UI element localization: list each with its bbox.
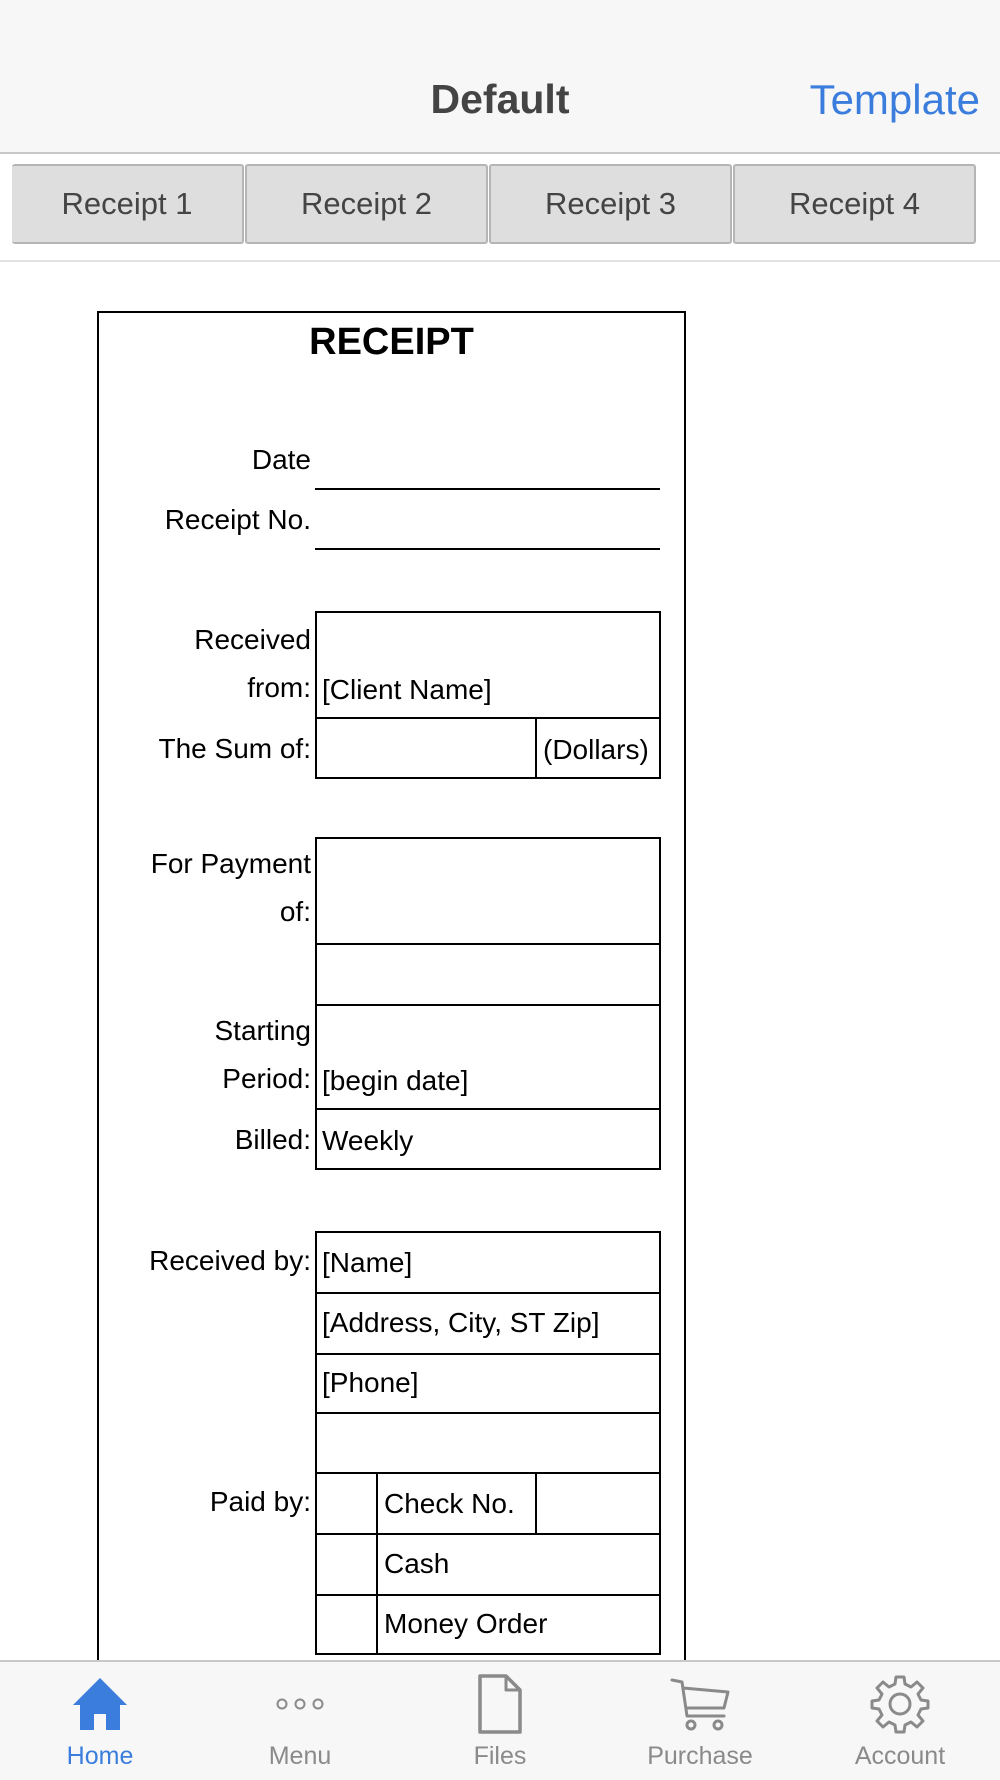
row-divider — [317, 1004, 659, 1006]
gear-icon — [870, 1674, 930, 1734]
column-divider — [535, 717, 537, 777]
template-button[interactable]: Template — [809, 76, 980, 123]
payment-box — [315, 837, 661, 1170]
begin-date: [begin date] — [322, 1065, 469, 1096]
phone-value: [Phone] — [322, 1367, 419, 1398]
nav-title: Default — [430, 76, 570, 122]
receipt-tabs — [0, 154, 1000, 262]
row-divider — [317, 717, 659, 719]
tab-receipt-1[interactable]: Receipt 1 — [12, 164, 244, 244]
receipt-title: RECEIPT — [309, 321, 474, 363]
received-from-box — [315, 611, 661, 779]
received-by-box — [315, 1231, 661, 1414]
address-value: [Address, City, ST Zip] — [322, 1307, 600, 1338]
received-by-label: Received by: — [149, 1245, 311, 1276]
row-divider — [317, 1533, 659, 1535]
tab-menu[interactable] — [200, 1662, 400, 1780]
client-name: [Client Name] — [322, 674, 492, 705]
cart-icon — [670, 1674, 730, 1734]
tab-purchase[interactable] — [600, 1662, 800, 1780]
bottom-tab-bar — [0, 1660, 1000, 1780]
more-dots-icon — [270, 1674, 330, 1734]
row-divider — [317, 1108, 659, 1110]
sum-label: The Sum of: — [158, 733, 311, 764]
tab-files-label: Files — [473, 1742, 527, 1770]
period-label: Period: — [222, 1063, 311, 1094]
spacer-right-border — [659, 1412, 661, 1474]
received-from-label-2: from: — [247, 672, 311, 703]
row-divider — [317, 943, 659, 945]
check-no-divider — [535, 1474, 537, 1533]
tab-account-label: Account — [854, 1742, 946, 1770]
tab-account[interactable] — [800, 1662, 1000, 1780]
tab-receipt-4[interactable]: Receipt 4 — [733, 164, 976, 244]
dollars-label: (Dollars) — [543, 734, 649, 765]
billed-value: Weekly — [322, 1125, 414, 1156]
row-divider — [317, 1594, 659, 1596]
receipt-no-line — [315, 548, 660, 550]
tab-home[interactable] — [0, 1662, 200, 1780]
money-order-label: Money Order — [384, 1608, 548, 1639]
navigation-bar — [0, 0, 1000, 154]
receipt-document — [97, 311, 686, 1711]
tab-purchase-label: Purchase — [647, 1742, 753, 1770]
payment-label-2: of: — [279, 896, 311, 927]
row-divider — [317, 1292, 659, 1294]
row-divider — [317, 1353, 659, 1355]
date-label: Date — [251, 444, 311, 475]
received-from-label: Received — [194, 624, 311, 655]
check-no-label: Check No. — [384, 1488, 515, 1519]
date-line — [315, 488, 660, 490]
file-icon — [470, 1674, 530, 1734]
tab-receipt-3[interactable]: Receipt 3 — [489, 164, 732, 244]
checkbox-column-divider — [376, 1474, 378, 1653]
paid-by-box — [315, 1472, 661, 1655]
starting-label: Starting — [214, 1015, 311, 1046]
tab-receipt-2[interactable]: Receipt 2 — [245, 164, 488, 244]
home-icon — [70, 1674, 130, 1734]
paid-by-label: Paid by: — [209, 1486, 311, 1517]
tab-files[interactable] — [400, 1662, 600, 1780]
receipt-no-label: Receipt No. — [164, 504, 311, 535]
name-value: [Name] — [322, 1247, 413, 1278]
tab-home-label: Home — [66, 1742, 134, 1770]
payment-label: For Payment — [150, 848, 311, 879]
cash-label: Cash — [384, 1548, 450, 1579]
tab-menu-label: Menu — [268, 1742, 332, 1770]
spacer-left-border — [315, 1412, 317, 1474]
billed-label: Billed: — [234, 1124, 311, 1155]
